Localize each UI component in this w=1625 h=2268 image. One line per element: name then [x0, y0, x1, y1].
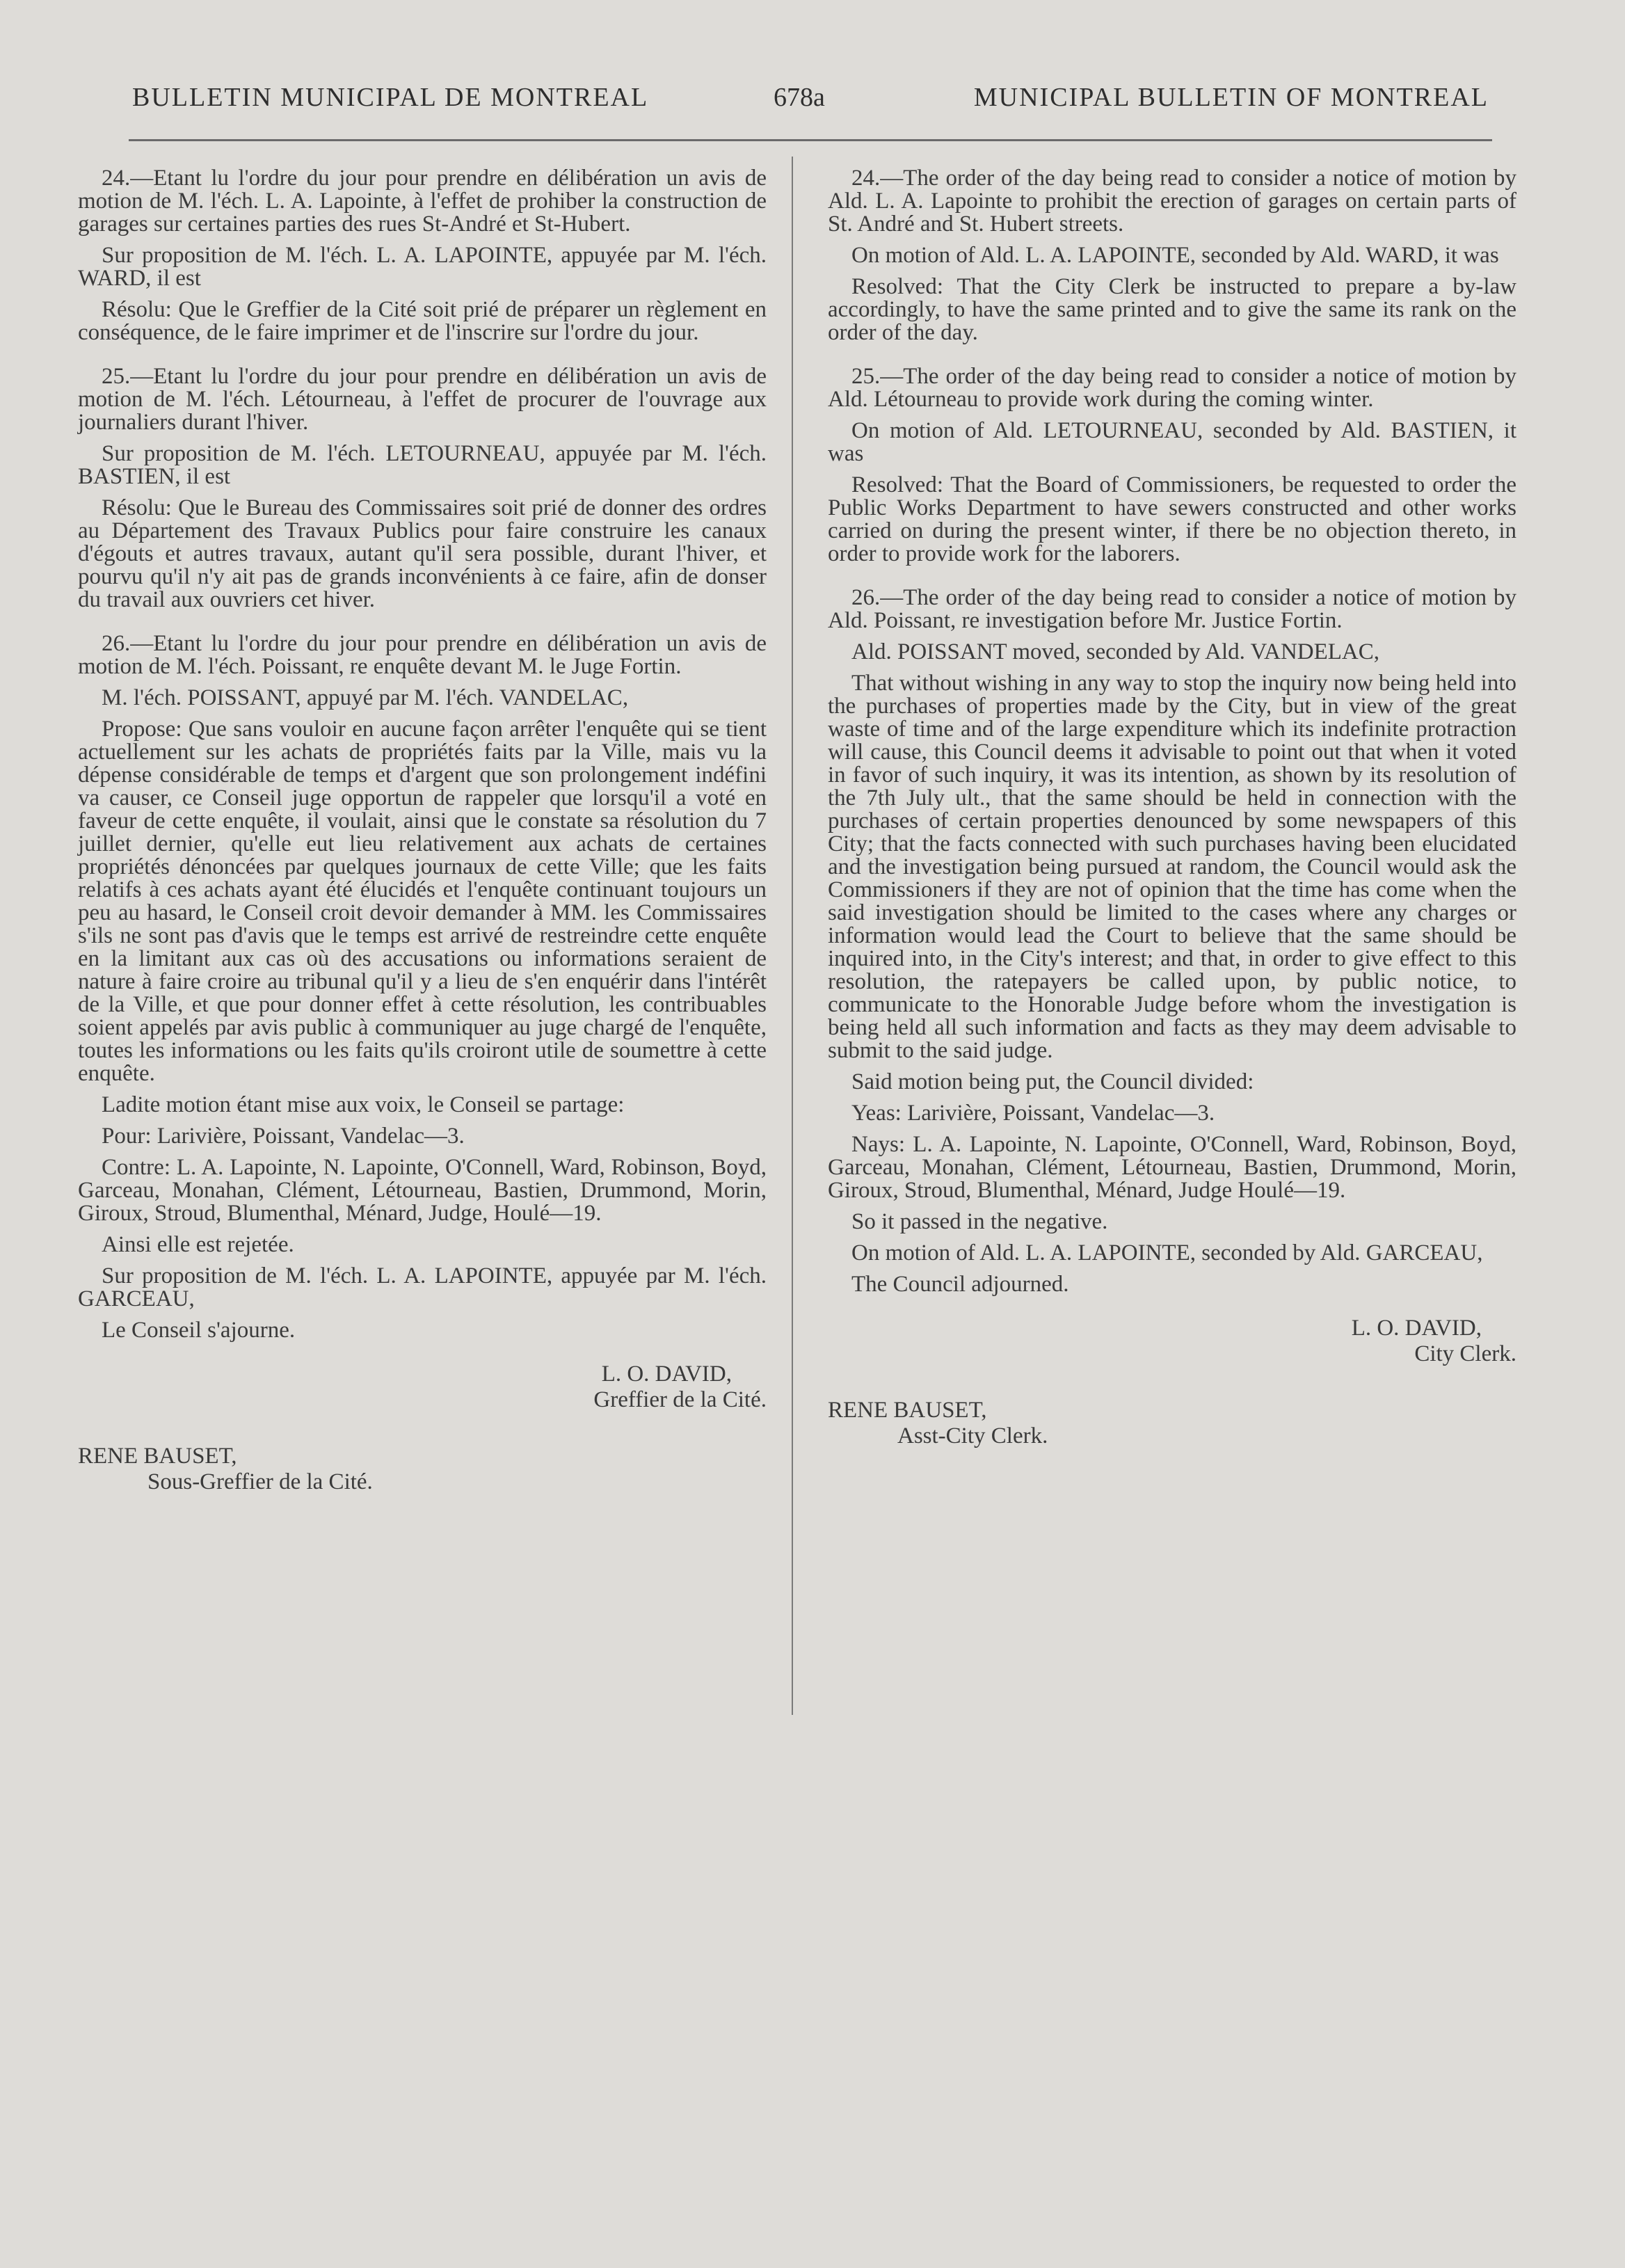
fr-assistant-signature	[78, 1445, 767, 1494]
english-column	[828, 167, 1516, 1448]
fr-vote-for: Pour: Larivière, Poissant, Vandelac—3.	[102, 1124, 465, 1149]
en-signature-name: L. O. DAVID,	[1351, 1316, 1482, 1341]
fr-assistant-name: RENE BAUSET,	[78, 1444, 237, 1469]
en-item-25: 25.—The order of the day being read to consider a notice of motion by Ald. Létourneau to provide work during the coming winter.	[828, 364, 1516, 412]
en-signature	[828, 1317, 1516, 1366]
en-vote-yeas: Yeas: Larivière, Poissant, Vandelac—3.	[851, 1101, 1215, 1126]
column-divider	[792, 157, 793, 1715]
en-signature-title: City Clerk.	[1414, 1341, 1516, 1366]
en-motion-24: On motion of Ald. L. A. LAPOINTE, seconded by Ald. WARD, it was	[851, 243, 1499, 268]
french-column	[78, 167, 767, 1494]
fr-item-25: 25.—Etant lu l'ordre du jour pour prendre en délibération un avis de motion de M. l'éch. Létourneau, à l'effet de procurer de l'ouvrage aux journaliers durant l'hiver.	[78, 364, 767, 435]
en-result: So it passed in the negative.	[851, 1209, 1108, 1234]
fr-signature	[78, 1363, 767, 1412]
en-vote-nays: Nays: L. A. Lapointe, N. Lapointe, O'Connell, Ward, Robinson, Boyd, Garceau, Monahan, Clément, Létourneau, Bastien, Drummond, Morin, Giroux, Stroud, Blumenthal, Ménard, Judge Houlé—19.	[828, 1132, 1516, 1203]
fr-motion-25: Sur proposition de M. l'éch. LETOURNEAU, appuyée par M. l'éch. BASTIEN, il est	[78, 441, 767, 489]
header-english-title: MUNICIPAL BULLETIN OF MONTREAL	[973, 83, 1489, 112]
en-assistant-signature	[828, 1399, 1516, 1448]
fr-signature-name: L. O. DAVID,	[601, 1361, 732, 1387]
page-header	[132, 82, 1489, 124]
fr-vote-against: Contre: L. A. Lapointe, N. Lapointe, O'Connell, Ward, Robinson, Boyd, Garceau, Monahan, Clément, Létourneau, Bastien, Drummond, Morin, Giroux, Stroud, Blumenthal, Ménard, Judge, Houlé—19.	[78, 1155, 767, 1226]
fr-proposal-26: Propose: Que sans vouloir en aucune façon arrêter l'enquête qui se tient actuellement sur les achats de propriétés faits par la Ville, mais vu la dépense considérable de temps et d'argent que son prolongement indéfini va causer, ce Conseil juge opportun de rappeler que lorsqu'il a voté en faveur de cette enquête, il voulait, ainsi que le constate sa résolution du 7 juillet dernier, qu'elle eut lieu relativement aux achats de certaines propriétés dénoncées par quelques journaux de cette Ville; que les faits relatifs à ces achats ayant été élucidés et l'enquête continuant toujours un peu au hasard, le Conseil croit devoir demander à MM. les Commissaires s'ils ne sont pas d'avis que le temps est arrivé de restreindre cette enquête en la limitant aux cas où des accusations ou informations seraient de nature à faire croire au tribunal qu'il y a lieu de s'en enquérir dans l'intérêt de la Ville, et que pour donner effet à cette résolution, les contribuables soient appelés par avis public à communiquer au juge chargé de l'enquête, toutes les informations ou les faits qu'ils croiront utile de soumettre à cette enquête.	[78, 717, 767, 1086]
header-rule	[129, 139, 1492, 141]
en-adjourn: The Council adjourned.	[851, 1272, 1069, 1297]
fr-result: Ainsi elle est rejetée.	[102, 1232, 294, 1257]
en-resolution-25: Resolved: That the Board of Commissioners, be requested to order the Public Works Department to have sewers constructed and other works carried on during the present winter, if there be no objection thereto, in order to provide work for the laborers.	[828, 472, 1516, 566]
fr-motion-26: M. l'éch. POISSANT, appuyé par M. l'éch. VANDELAC,	[102, 685, 629, 710]
en-motion-26: Ald. POISSANT moved, seconded by Ald. VANDELAC,	[851, 639, 1380, 664]
fr-vote-intro: Ladite motion étant mise aux voix, le Conseil se partage:	[102, 1092, 625, 1117]
fr-adjourn: Le Conseil s'ajourne.	[102, 1318, 296, 1343]
en-adjourn-motion: On motion of Ald. L. A. LAPOINTE, seconded by Ald. GARCEAU,	[851, 1240, 1483, 1265]
en-item-24: 24.—The order of the day being read to consider a notice of motion by Ald. L. A. Lapointe to prohibit the erection of garages on certain parts of St. André and St. Hubert streets.	[828, 166, 1516, 237]
en-resolution-24: Resolved: That the City Clerk be instructed to prepare a by-law accordingly, to have the same printed and to give the same its rank on the order of the day.	[828, 274, 1516, 345]
en-motion-25: On motion of Ald. LETOURNEAU, seconded by Ald. BASTIEN, it was	[828, 418, 1516, 466]
fr-resolution-24: Résolu: Que le Greffier de la Cité soit prié de préparer un règlement en conséquence, de le faire imprimer et de l'inscrire sur l'ordre du jour.	[78, 297, 767, 345]
fr-item-26: 26.—Etant lu l'ordre du jour pour prendre en délibération un avis de motion de M. l'éch. Poissant, re enquête devant M. le Juge Fortin.	[78, 631, 767, 679]
fr-signature-title: Greffier de la Cité.	[593, 1387, 767, 1412]
en-proposal-26: That without wishing in any way to stop the inquiry now being held into the purchases of properties made by the City, but in view of the great waste of time and of the large expenditure which its indefinite protraction will cause, this Council deems it advisable to point out that when it voted in favor of such inquiry, it was its intention, as shown by its resolution of the 7th July ult., that the same should be held in connection with the purchases of certain properties denounced by some newspapers of this City; that the facts connected with such purchases having been elucidated and the investigation being pursued at random, the Council would ask the Commissioners if they are not of opinion that the time has come when the said investigation should be limited to the cases where any charges or information would lead the Court to believe that the same should be inquired into, in the City's interest; and that, in order to give effect to this resolution, the ratepayers be called upon, by public notice, to communicate to the Honorable Judge before whom the investigation is being held all such information and facts as they may deem advisable to submit to the said judge.	[828, 671, 1516, 1063]
en-assistant-title: Asst-City Clerk.	[897, 1423, 1048, 1448]
header-french-title: BULLETIN MUNICIPAL DE MONTREAL	[132, 83, 649, 112]
fr-assistant-title: Sous-Greffier de la Cité.	[147, 1469, 373, 1494]
fr-motion-24: Sur proposition de M. l'éch. L. A. LAPOINTE, appuyée par M. l'éch. WARD, il est	[78, 243, 767, 291]
en-assistant-name: RENE BAUSET,	[828, 1398, 987, 1423]
fr-adjourn-motion: Sur proposition de M. l'éch. L. A. LAPOINTE, appuyée par M. l'éch. GARCEAU,	[78, 1263, 767, 1311]
page-number: 678a	[774, 83, 825, 112]
fr-item-24: 24.—Etant lu l'ordre du jour pour prendre en délibération un avis de motion de M. l'éch. L. A. Lapointe, à l'effet de prohiber la construction de garages sur certaines parties des rues St-André et St-Hubert.	[78, 166, 767, 237]
en-item-26: 26.—The order of the day being read to consider a notice of motion by Ald. Poissant, re investigation before Mr. Justice Fortin.	[828, 585, 1516, 633]
en-vote-intro: Said motion being put, the Council divided:	[851, 1069, 1254, 1094]
fr-resolution-25: Résolu: Que le Bureau des Commissaires soit prié de donner des ordres au Département des Travaux Publics pour faire construire les canaux d'égouts et autres travaux, autant qu'il sera possible, durant l'hiver, et pourvu qu'il n'y ait pas de grands inconvénients à ce faire, afin de donser du travail aux ouvriers cet hiver.	[78, 495, 767, 612]
